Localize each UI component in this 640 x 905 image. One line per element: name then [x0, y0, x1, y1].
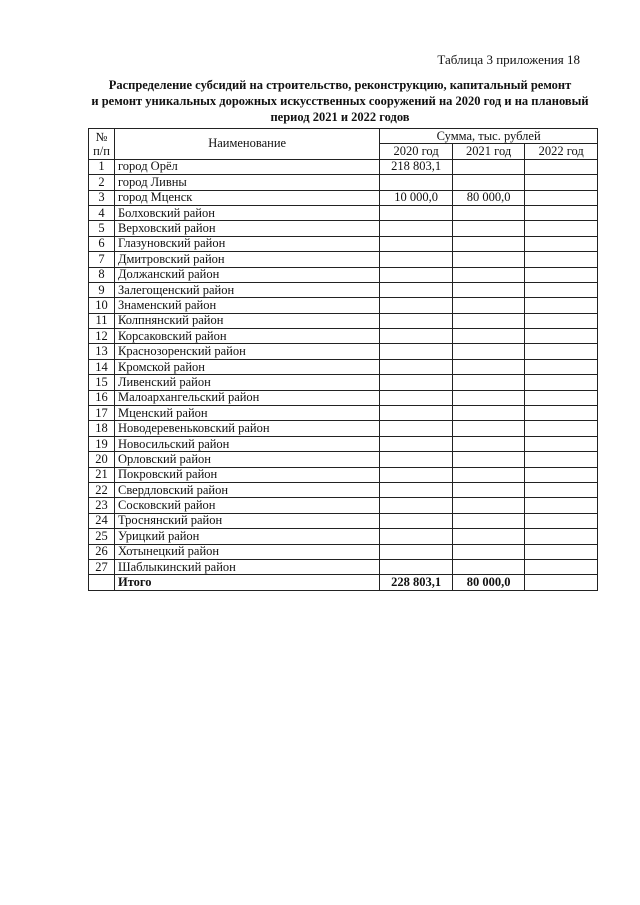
row-value-2021: [452, 406, 525, 421]
row-value-2022: [525, 175, 598, 190]
row-value-2022: [525, 467, 598, 482]
header-sum: Сумма, тыс. рублей: [380, 129, 598, 144]
row-number: 20: [89, 452, 115, 467]
row-value-2021: [452, 559, 525, 574]
table-body: [89, 159, 598, 590]
row-value-2022: [525, 252, 598, 267]
row-number: 22: [89, 482, 115, 497]
row-value-2022: [525, 406, 598, 421]
row-value-2020: [380, 421, 453, 436]
row-number: 15: [89, 375, 115, 390]
row-name: Кромской район: [114, 359, 379, 374]
row-name: город Орёл: [114, 159, 379, 174]
row-value-2022: [525, 544, 598, 559]
header-name: Наименование: [114, 129, 379, 160]
row-value-2022: [525, 298, 598, 313]
row-value-2022: [525, 436, 598, 451]
row-value-2021: [452, 359, 525, 374]
header-year-2021: 2021 год: [452, 144, 525, 159]
row-name: Верховский район: [114, 221, 379, 236]
row-value-2020: [380, 344, 453, 359]
row-value-2020: [380, 313, 453, 328]
row-value-2022: [525, 236, 598, 251]
header-num: № п/п: [89, 129, 115, 160]
row-name: Троснянский район: [114, 513, 379, 528]
row-number: 1: [89, 159, 115, 174]
row-name: город Мценск: [114, 190, 379, 205]
row-number: 13: [89, 344, 115, 359]
row-value-2022: [525, 313, 598, 328]
row-value-2022: [525, 529, 598, 544]
total-number: [89, 575, 115, 590]
row-value-2020: [380, 390, 453, 405]
row-name: Знаменский район: [114, 298, 379, 313]
row-value-2022: [525, 329, 598, 344]
row-value-2020: [380, 529, 453, 544]
table-row: [89, 529, 598, 544]
table-row: [89, 498, 598, 513]
row-value-2022: [525, 498, 598, 513]
row-value-2021: [452, 544, 525, 559]
row-value-2020: [380, 544, 453, 559]
row-name: Новосильский район: [114, 436, 379, 451]
header-year-2020: 2020 год: [380, 144, 453, 159]
table-row: [89, 544, 598, 559]
row-name: Колпнянский район: [114, 313, 379, 328]
row-value-2021: [452, 329, 525, 344]
total-label: Итого: [114, 575, 379, 590]
row-value-2022: [525, 375, 598, 390]
table-row: [89, 236, 598, 251]
row-value-2020: [380, 513, 453, 528]
row-value-2022: [525, 559, 598, 574]
row-value-2020: [380, 406, 453, 421]
table-row: [89, 282, 598, 297]
table-row: [89, 390, 598, 405]
row-value-2021: [452, 252, 525, 267]
table-row: [89, 159, 598, 174]
title-line: и ремонт уникальных дорожных искусственных сооружений на 2020 год и на плановый: [91, 94, 589, 108]
row-value-2022: [525, 221, 598, 236]
table-row: [89, 406, 598, 421]
row-value-2021: [452, 282, 525, 297]
row-number: 11: [89, 313, 115, 328]
table-row: [89, 467, 598, 482]
row-value-2021: [452, 498, 525, 513]
row-name: Шаблыкинский район: [114, 559, 379, 574]
row-number: 7: [89, 252, 115, 267]
row-number: 14: [89, 359, 115, 374]
table-row: [89, 375, 598, 390]
row-value-2022: [525, 452, 598, 467]
document-title: [86, 77, 594, 125]
row-value-2020: 10 000,0: [380, 190, 453, 205]
row-value-2021: [452, 344, 525, 359]
table-row: [89, 344, 598, 359]
table-row: [89, 190, 598, 205]
row-value-2021: [452, 236, 525, 251]
row-value-2020: [380, 375, 453, 390]
row-name: Должанский район: [114, 267, 379, 282]
row-number: 27: [89, 559, 115, 574]
subsidy-table: [88, 128, 598, 591]
row-name: город Ливны: [114, 175, 379, 190]
row-value-2020: [380, 175, 453, 190]
row-value-2022: [525, 513, 598, 528]
row-value-2021: [452, 175, 525, 190]
row-number: 12: [89, 329, 115, 344]
row-name: Дмитровский район: [114, 252, 379, 267]
row-value-2022: [525, 282, 598, 297]
header-year-2022: 2022 год: [525, 144, 598, 159]
table-row: [89, 313, 598, 328]
row-number: 3: [89, 190, 115, 205]
table-row: [89, 359, 598, 374]
row-value-2021: [452, 159, 525, 174]
row-number: 2: [89, 175, 115, 190]
row-value-2022: [525, 359, 598, 374]
row-value-2021: [452, 267, 525, 282]
row-value-2020: [380, 221, 453, 236]
row-value-2021: [452, 375, 525, 390]
row-name: Орловский район: [114, 452, 379, 467]
row-value-2022: [525, 205, 598, 220]
row-value-2021: [452, 221, 525, 236]
table-row: [89, 298, 598, 313]
row-name: Малоархангельский район: [114, 390, 379, 405]
table-row: [89, 267, 598, 282]
row-value-2020: [380, 436, 453, 451]
row-value-2022: [525, 190, 598, 205]
row-value-2022: [525, 421, 598, 436]
row-value-2020: [380, 452, 453, 467]
row-value-2022: [525, 390, 598, 405]
total-value-2021: 80 000,0: [452, 575, 525, 590]
table-row: [89, 482, 598, 497]
row-value-2021: 80 000,0: [452, 190, 525, 205]
row-number: 10: [89, 298, 115, 313]
row-value-2021: [452, 205, 525, 220]
row-name: Глазуновский район: [114, 236, 379, 251]
row-value-2021: [452, 513, 525, 528]
row-number: 6: [89, 236, 115, 251]
row-value-2021: [452, 390, 525, 405]
row-value-2021: [452, 421, 525, 436]
row-value-2020: [380, 559, 453, 574]
row-number: 26: [89, 544, 115, 559]
table-row: [89, 513, 598, 528]
table-caption: Таблица 3 приложения 18: [437, 52, 580, 67]
table-row: [89, 559, 598, 574]
row-value-2022: [525, 482, 598, 497]
row-name: Болховский район: [114, 205, 379, 220]
row-number: 19: [89, 436, 115, 451]
row-value-2020: [380, 267, 453, 282]
row-number: 16: [89, 390, 115, 405]
row-number: 18: [89, 421, 115, 436]
total-row: [89, 575, 598, 590]
row-number: 21: [89, 467, 115, 482]
row-value-2022: [525, 267, 598, 282]
row-value-2020: [380, 282, 453, 297]
table-row: [89, 252, 598, 267]
table-row: [89, 421, 598, 436]
row-value-2020: [380, 236, 453, 251]
row-value-2021: [452, 467, 525, 482]
row-value-2021: [452, 298, 525, 313]
row-value-2021: [452, 436, 525, 451]
row-name: Краснозоренский район: [114, 344, 379, 359]
row-number: 25: [89, 529, 115, 544]
row-name: Свердловский район: [114, 482, 379, 497]
row-value-2020: [380, 359, 453, 374]
row-name: Хотынецкий район: [114, 544, 379, 559]
row-value-2020: 218 803,1: [380, 159, 453, 174]
row-value-2020: [380, 298, 453, 313]
row-number: 9: [89, 282, 115, 297]
title-line: Распределение субсидий на строительство, реконструкцию, капитальный ремонт: [108, 78, 572, 92]
table-row: [89, 436, 598, 451]
row-number: 5: [89, 221, 115, 236]
row-value-2022: [525, 344, 598, 359]
table-row: [89, 175, 598, 190]
row-value-2022: [525, 159, 598, 174]
row-value-2020: [380, 205, 453, 220]
table-row: [89, 205, 598, 220]
title-line: период 2021 и 2022 годов: [270, 110, 410, 124]
row-value-2020: [380, 498, 453, 513]
row-name: Новодеревеньковский район: [114, 421, 379, 436]
row-name: Залегощенский район: [114, 282, 379, 297]
row-value-2020: [380, 329, 453, 344]
row-value-2021: [452, 529, 525, 544]
row-name: Урицкий район: [114, 529, 379, 544]
row-number: 23: [89, 498, 115, 513]
table-row: [89, 452, 598, 467]
total-value-2022: [525, 575, 598, 590]
row-number: 8: [89, 267, 115, 282]
row-name: Ливенский район: [114, 375, 379, 390]
row-value-2021: [452, 452, 525, 467]
row-value-2020: [380, 252, 453, 267]
row-value-2021: [452, 313, 525, 328]
row-name: Мценский район: [114, 406, 379, 421]
row-value-2020: [380, 482, 453, 497]
row-name: Покровский район: [114, 467, 379, 482]
row-name: Корсаковский район: [114, 329, 379, 344]
table-row: [89, 329, 598, 344]
row-number: 24: [89, 513, 115, 528]
row-number: 4: [89, 205, 115, 220]
total-value-2020: 228 803,1: [380, 575, 453, 590]
row-value-2020: [380, 467, 453, 482]
table-row: [89, 221, 598, 236]
row-value-2021: [452, 482, 525, 497]
row-name: Сосковский район: [114, 498, 379, 513]
row-number: 17: [89, 406, 115, 421]
